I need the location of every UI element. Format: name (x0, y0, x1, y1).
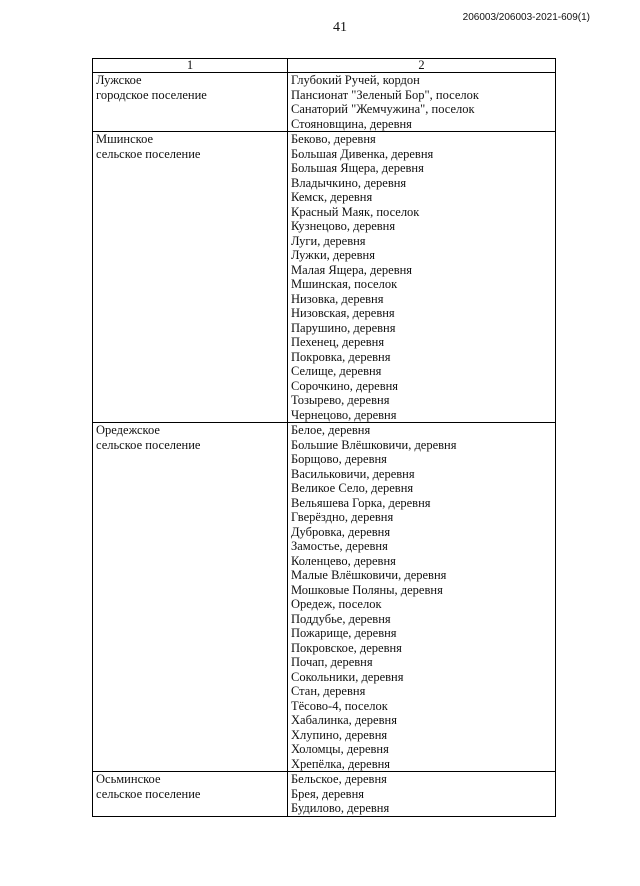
municipality-cell (93, 132, 288, 423)
settlement-item: Большая Дивенка, деревня (291, 146, 434, 161)
settlement-item: Парушино, деревня (291, 320, 396, 335)
column-header-1: 1 (93, 59, 288, 73)
municipality-name-line: Осьминское (96, 772, 161, 786)
settlement-list-cell (288, 772, 556, 817)
settlement-item: Красный Маяк, поселок (291, 204, 420, 219)
settlement-item: Глубокий Ручей, кордон (291, 73, 420, 87)
settlement-item: Большие Влёшковичи, деревня (291, 437, 457, 452)
municipality-name-line: Оредежское (96, 423, 160, 437)
municipality-name-line: сельское поселение (96, 786, 201, 801)
table-body (93, 73, 556, 817)
settlement-item: Вельяшева Горка, деревня (291, 495, 431, 510)
settlement-item: Гверёздно, деревня (291, 510, 394, 524)
settlement-item: Великое Село, деревня (291, 481, 414, 495)
settlement-item: Кемск, деревня (291, 190, 373, 204)
settlement-item: Чернецово, деревня (291, 407, 397, 422)
settlement-item: Хлупино, деревня (291, 727, 388, 742)
settlement-item: Оредеж, поселок (291, 597, 382, 611)
table-row (93, 423, 556, 772)
settlement-item: Кузнецово, деревня (291, 219, 396, 233)
settlement-item: Дубровка, деревня (291, 524, 391, 539)
settlement-item: Селище, деревня (291, 364, 382, 378)
municipality-name-line: Лужское (96, 73, 142, 87)
municipality-cell (93, 772, 288, 817)
settlement-item: Хабалинка, деревня (291, 713, 397, 727)
settlement-item: Пехенец, деревня (291, 335, 385, 349)
settlement-item: Коленцево, деревня (291, 553, 396, 568)
settlement-item: Владычкино, деревня (291, 175, 407, 190)
settlement-item: Мошковые Поляны, деревня (291, 582, 443, 597)
settlement-item: Малая Ящера, деревня (291, 262, 413, 277)
settlement-item: Холомцы, деревня (291, 742, 389, 756)
settlement-list-cell (288, 423, 556, 772)
municipality-cell (93, 423, 288, 772)
settlement-item: Сорочкино, деревня (291, 378, 399, 393)
settlement-item: Сокольники, деревня (291, 669, 404, 684)
settlement-item: Бельское, деревня (291, 772, 387, 786)
settlement-item: Низовка, деревня (291, 291, 384, 306)
column-header-2: 2 (288, 59, 556, 73)
settlement-item: Мшинская, поселок (291, 277, 398, 291)
settlement-list-cell (288, 73, 556, 132)
settlement-item: Замостье, деревня (291, 539, 388, 553)
municipality-name-line: Мшинское (96, 132, 154, 146)
municipality-name-line: городское поселение (96, 87, 207, 102)
table-header (93, 59, 556, 73)
page-number: 41 (333, 20, 347, 35)
settlement-item: Борщово, деревня (291, 452, 387, 466)
settlement-item: Стояновщина, деревня (291, 116, 412, 131)
settlement-item: Тёсово-4, поселок (291, 698, 388, 713)
settlement-item: Покровка, деревня (291, 349, 391, 364)
settlement-item: Беково, деревня (291, 132, 376, 146)
settlement-item: Поддубье, деревня (291, 611, 391, 626)
settlement-item: Пожарище, деревня (291, 626, 397, 640)
table-row (93, 772, 556, 817)
settlement-item: Васильковичи, деревня (291, 466, 415, 481)
settlement-item: Пансионат "Зеленый Бор", поселок (291, 87, 479, 102)
settlement-item: Малые Влёшковичи, деревня (291, 568, 447, 582)
document-code: 206003/206003-2021-609(1) (462, 12, 590, 23)
settlement-item: Луги, деревня (291, 233, 366, 248)
table-header-row (93, 59, 556, 73)
municipality-cell (93, 73, 288, 132)
settlement-item: Низовская, деревня (291, 306, 395, 320)
settlement-item: Тозырево, деревня (291, 393, 390, 407)
settlements-table (92, 58, 556, 817)
settlement-item: Большая Ящера, деревня (291, 161, 424, 175)
settlement-item: Покровское, деревня (291, 640, 402, 655)
municipality-name-line: сельское поселение (96, 437, 201, 452)
settlement-item: Белое, деревня (291, 423, 371, 437)
table-row (93, 73, 556, 132)
settlement-item: Стан, деревня (291, 684, 366, 698)
table-row (93, 132, 556, 423)
settlement-list-cell (288, 132, 556, 423)
settlement-item: Лужки, деревня (291, 248, 375, 262)
settlement-item: Хрепёлка, деревня (291, 756, 391, 771)
settlement-item: Санаторий "Жемчужина", поселок (291, 102, 475, 116)
municipality-name-line: сельское поселение (96, 146, 201, 161)
settlement-item: Брея, деревня (291, 786, 365, 801)
settlement-item: Почап, деревня (291, 655, 373, 669)
settlement-item: Будилово, деревня (291, 801, 390, 815)
